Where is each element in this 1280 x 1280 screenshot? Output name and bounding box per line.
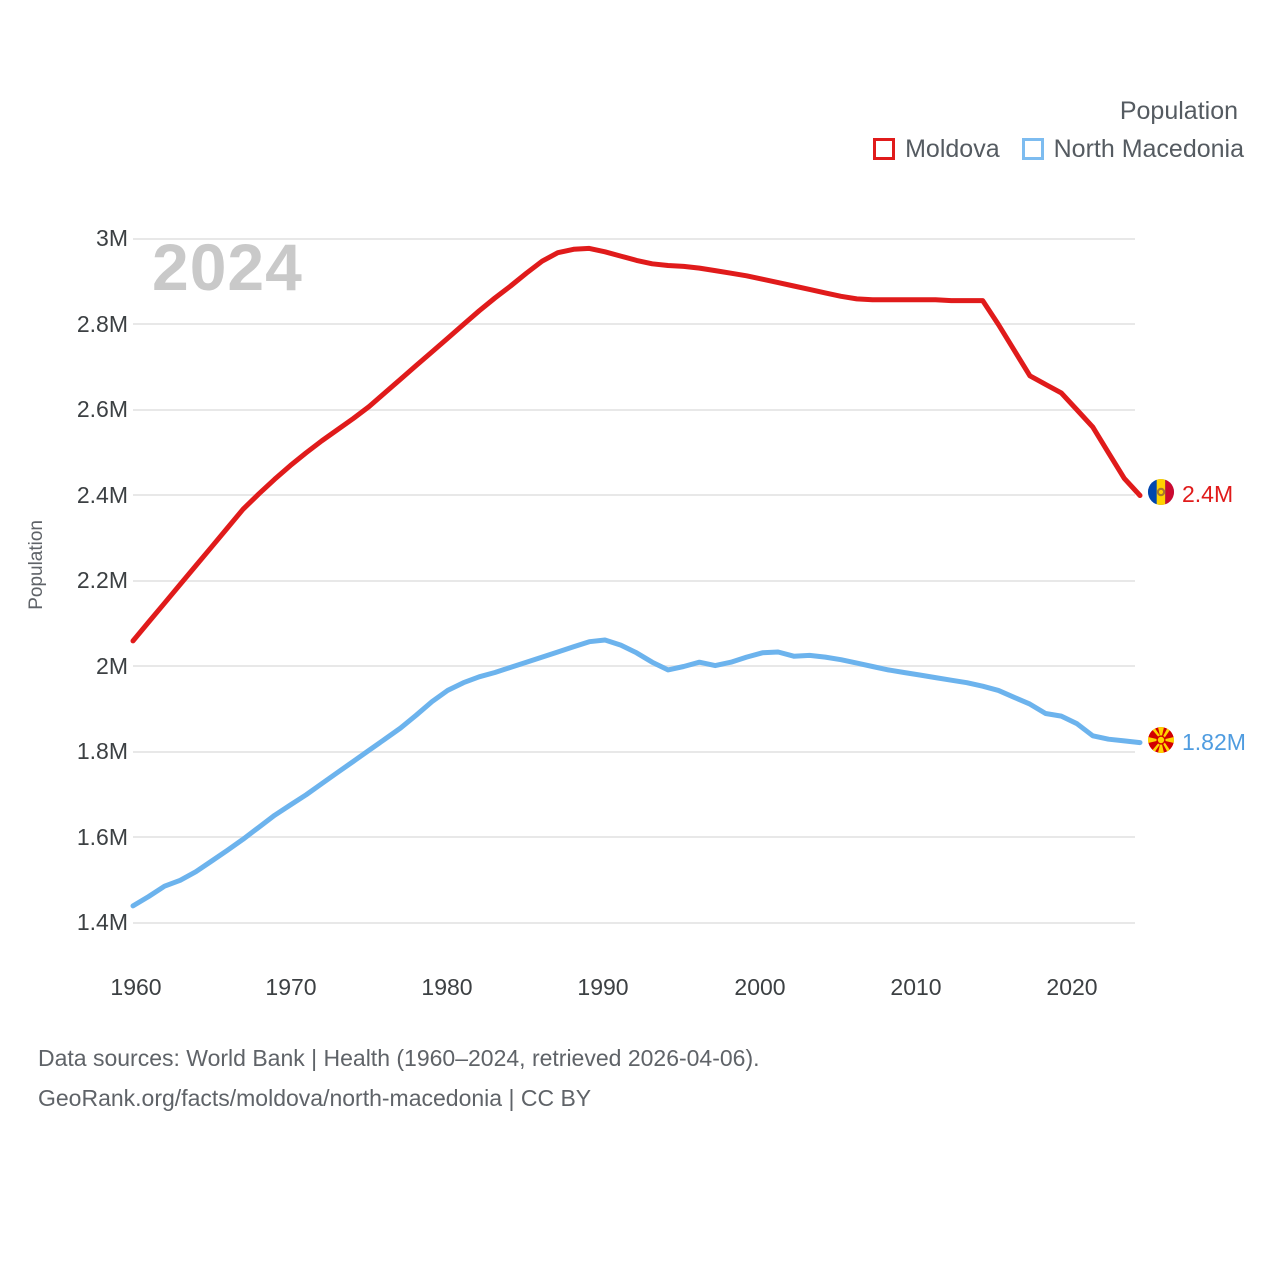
y-tick-label-2-4m: 2.4M (76, 482, 128, 508)
y-tick-label-1-6m: 1.6M (76, 824, 128, 850)
end-label-moldova: 2.4M (1182, 481, 1234, 507)
legend-label-moldova: Moldova (905, 135, 1000, 163)
series-line-moldova (133, 248, 1140, 641)
x-tick-label-2010: 2010 (890, 974, 942, 1000)
x-tick-label-1980: 1980 (421, 974, 473, 1000)
x-tick-label-2000: 2000 (734, 974, 786, 1000)
y-tick-label-2m: 2M (96, 653, 128, 679)
y-tick-label-2-8m: 2.8M (76, 311, 128, 337)
y-axis-title: Population (26, 520, 47, 610)
chart-footer (38, 1038, 760, 1118)
end-label-north-macedonia: 1.82M (1182, 729, 1246, 755)
y-tick-label-3m: 3M (96, 225, 128, 251)
y-tick-label-2-6m: 2.6M (76, 396, 128, 422)
x-tick-label-1970: 1970 (265, 974, 317, 1000)
year-watermark: 2024 (152, 230, 303, 304)
moldova-flag-icon (1148, 479, 1174, 505)
x-tick-label-1960: 1960 (110, 974, 162, 1000)
x-tick-label-1990: 1990 (577, 974, 629, 1000)
legend-title: Population (1119, 97, 1238, 125)
y-tick-label-1-4m: 1.4M (76, 909, 128, 935)
footer-data-sources: Data sources: World Bank | Health (1960–2024, retrieved 2026-04-06). (38, 1045, 760, 1071)
y-tick-label-1-8m: 1.8M (76, 738, 128, 764)
gridlines (133, 239, 1135, 923)
north-macedonia-flag-icon (1148, 727, 1174, 753)
x-tick-label-2020: 2020 (1046, 974, 1098, 1000)
footer-attribution: GeoRank.org/facts/moldova/north-macedonia | CC BY (38, 1085, 592, 1111)
series-line-north-macedonia (133, 640, 1140, 906)
y-tick-label-2-2m: 2.2M (76, 567, 128, 593)
legend-label-north-macedonia: North Macedonia (1053, 135, 1244, 163)
